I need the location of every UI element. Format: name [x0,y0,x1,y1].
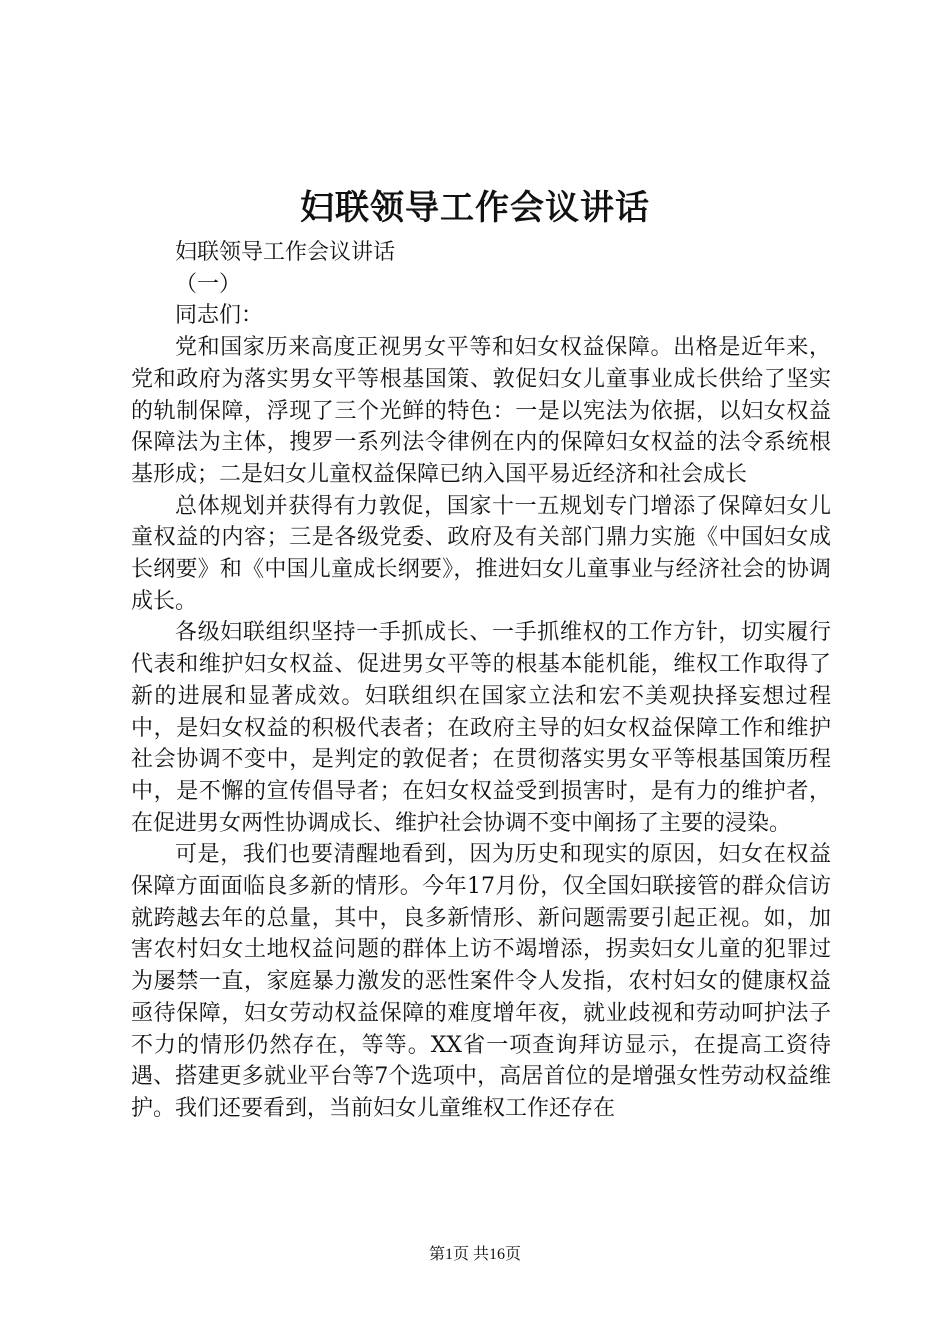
paragraph: 妇联领导工作会议讲话 [175,240,396,265]
paragraph: 同志们： [175,303,264,329]
paragraph: 总体规划并获得有力敦促，国家十一五规划专门增添了保障妇女儿童权益的内容；三是各级党委、政府及有关部门鼎力实施《中国妇女成长纲要》和《中国儿童成长纲要》，推进妇女儿童事业与经济社会的协调成长。 [131,493,831,614]
document-body [131,237,831,1125]
document-title: 妇联领导工作会议讲话 [300,188,650,228]
page-footer: 第1页 共16页 [428,1246,521,1263]
paragraph: 可是，我们也要清醒地看到，因为历史和现实的原因，妇女在权益保障方面面临良多新的情形。今年17月份，仅全国妇联接管的群众信访就跨越去年的总量，其中，良多新情形、新问题需要引起正视。如，加害农村妇女土地权益问题的群体上访不竭增添，拐卖妇女儿童的犯罪过为屡禁一直，家庭暴力激发的恶性案件令人发指，农村妇女的健康权益亟待保障，妇女劳动权益保障的难度增年夜，就业歧视和劳动呵护法子不力的情形仍然存在，等等。XX省一项查询拜访显示，在提高工资待遇、搭建更多就业平台等7个选项中，高居首位的是增强女性劳动权益维护。我们还要看到，当前妇女儿童维权工作还存在 [131,842,831,1121]
paragraph: （一） [175,271,242,297]
paragraph: 各级妇联组织坚持一手抓成长、一手抓维权的工作方针，切实履行代表和维护妇女权益、促进男女平等的根基本能机能，维权工作取得了新的进展和显著成效。妇联组织在国家立法和宏不美观抉择妄想过程中，是妇女权益的积极代表者；在政府主导的妇女权益保障工作和维护社会协调不变中，是判定的敦促者；在贯彻落实男女平等根基国策历程中，是不懈的宣传倡导者；在妇女权益受到损害时，是有力的维护者，在促进男女两性协调成长、维护社会协调不变中阐扬了主要的浸染。 [131,620,831,836]
paragraph: 党和国家历来高度正视男女平等和妇女权益保障。出格是近年来，党和政府为落实男女平等根基国策、敦促妇女儿童事业成长供给了坚实的轨制保障，浮现了三个光鲜的特色：一是以宪法为依据，以妇女权益保障法为主体，搜罗一系列法令律例在内的保障妇女权益的法令系统根基形成；二是妇女儿童权益保障已纳入国平易近经济和社会成长 [131,335,831,487]
